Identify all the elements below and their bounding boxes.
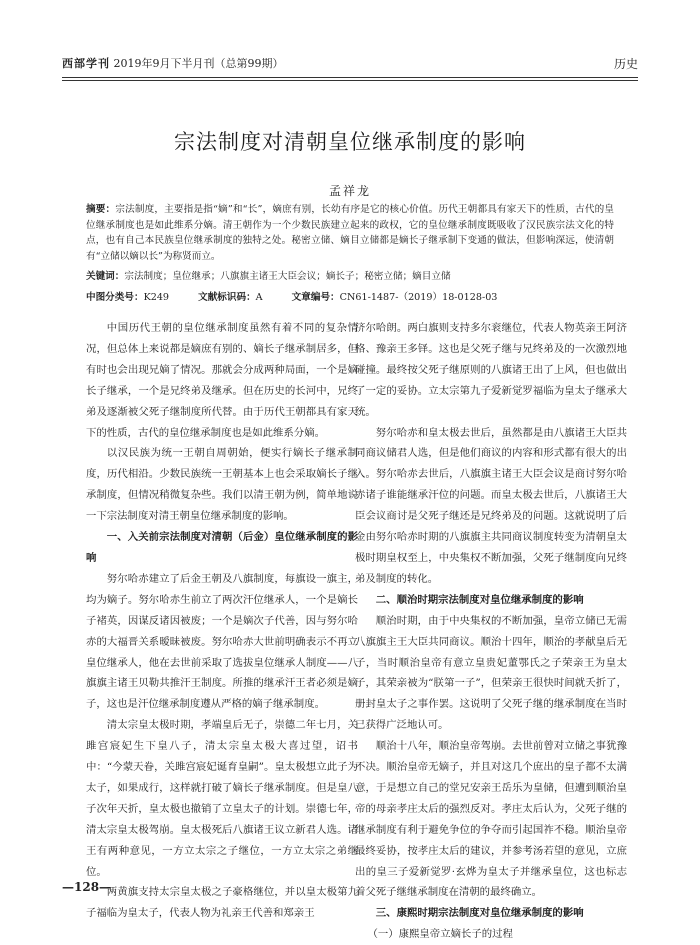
paragraph: 顺治十八年，顺治皇帝驾崩。去世前曾对立储之事犹豫不决。顺治皇帝无嫡子，并且对这几个庶出的皇子都不太满意，于是想立自己的堂兄安亲王岳乐为皇储，但遭到顺治皇帝的母亲孝庄太后的强烈反对。孝庄太后认为，父死子继的继承制度有利于避免争位的争夺而引起国祚不稳。顺治皇帝最终妥协，按孝庄太后的建议，并参考汤若望的意见，立庶出的皇三子爱新觉罗·玄烨为皇太子并继承皇位，这也标志着父死子继继承制度在清朝的最终确立。 bbox=[355, 740, 627, 899]
paragraph: 努尔哈赤建立了后金王朝及八旗制度，每旗设一旗主，均为嫡子。努尔哈赤生前立了两次汗位继承人，一个是嫡长子褚英，因谋反诸因被废；一个是嫡次子代善，因与努尔哈赤的大福晋关系暧昧被废。努尔哈赤大世前明确表示不再立皇位继承人，他在去世前采取了选拔皇位继承人制度——八旗旗主诸王贝勒共推汗王制度。所推的继承汗王者必须是嫡子，这也是汗位继承制度遵从严格的嫡子继承制度。 bbox=[86, 572, 358, 711]
paragraph: 顺治时期，由于中央集权的不断加强，皇帝立储已无需八旗旗主王大臣共同商议。顺治十四年，顺治的孝献皇后无子，当时顺治皇帝有意立皇贵妃董鄂氏之子荣亲王为皇太子，其荣亲被为“朕第一子”，但荣亲王很快时间就夭折了，册封皇太子之事作罢。这说明了父死子继的继承制度在当时已获得广泛地认可。 bbox=[355, 614, 627, 732]
article-meta bbox=[86, 289, 614, 303]
journal-issue bbox=[62, 55, 284, 71]
running-header bbox=[62, 53, 638, 73]
clc-value: K249 bbox=[143, 292, 170, 303]
paragraph: 努尔哈赤和皇太极去世后，虽然都是由八旗诸王大臣共同商议储君人选，但是他们商议的内容和形式都有很大的出入。努尔哈赤去世后，八旗旗主诸王大臣会议是商讨努尔哈赤诸子谁能继承汗位的问题。而皇太极去世后，八旗诸王大臣会议商讨是父死子继还是兄终弟及的问题。这就说明了后金由努尔哈赤时期的八旗旗主共同商议制度转变为清朝皇太极时期皇权至上，中央集权不断加强，父死子继制度向兄终弟及制度的转化。 bbox=[355, 426, 627, 585]
paragraph: 以汉民族为统一王朝自周朝始，便实行嫡长子继承制度，历代相沿。少数民族统一王朝基本上也会采取嫡长子继承制度，但情况稍微复杂些。我们以清王朝为例，简单地说一下宗法制度对清王朝皇位继承制度的影响。 bbox=[86, 447, 358, 523]
header-rule-top bbox=[62, 77, 638, 78]
article-title: 宗法制度对清朝皇位继承制度的影响 bbox=[174, 130, 526, 154]
keywords-label: 关键词： bbox=[86, 271, 125, 282]
article-no-value: CN61-1487-（2019）18-0128-03 bbox=[339, 292, 498, 303]
abstract bbox=[86, 202, 614, 264]
section-heading-2: 二、顺治时期宗法制度对皇位继承制度的影响 bbox=[375, 593, 584, 606]
issue-info: 2019年9月下半月刊（总第99期） bbox=[113, 57, 284, 70]
clc-label: 中图分类号： bbox=[86, 292, 144, 303]
doc-value: A bbox=[255, 292, 263, 303]
keywords-text: 宗法制度；皇位继承；八旗旗主诸王大臣会议；嫡长子；秘密立储；嫡目立储 bbox=[124, 271, 451, 282]
journal-name: 西部学刊 bbox=[62, 57, 110, 70]
article-no-label: 文章编号： bbox=[291, 292, 340, 303]
abstract-label: 摘要： bbox=[86, 204, 116, 215]
abstract-text: 宗法制度，主要指是指“嫡”和“长”，嫡庶有别，长幼有序是它的核心价值。历代王朝都具有家天下的性质，古代的皇位继承制度也是如此维系分嫡。清王朝作为一个少数民族建立起来的政权，它的皇位继承制度既吸收了汉民族宗法文化的特点，也有自己本民族皇位继承制度的独特之处。秘密立储、嫡目立储都是嫡长子继承制下变通的做法，但影响深远，使清朝有“立储以嫡以长”为称贤而立。 bbox=[86, 204, 615, 262]
page-number: —128— bbox=[62, 880, 112, 894]
subsection-heading: （一）康熙皇帝立嫡长子的过程 bbox=[367, 928, 513, 941]
doc-label: 文献标识码： bbox=[198, 292, 256, 303]
section-name: 历史 bbox=[613, 57, 638, 71]
paragraph: 清太宗皇太极时期，孝端皇后无子，崇德二年七月，关雎宫宸妃生下皇八子，清太宗皇太极大喜过望，诏书中：“今蒙天眷，关雎宫宸妃诞育皇嗣”。皇太极想立此子为太子，如果成行，这样就打破了嫡长子继承制度。但是皇八子次年天折，皇太极也撤销了立皇太子的计划。崇德七年，清太宗皇太极驾崩。皇太极死后八旗诸王议立新君人选。诸王有两种意见，一方立太宗之子继位，一方立太宗之弟继位。 bbox=[86, 719, 358, 878]
paragraph: 中国历代王朝的皇位继承制度虽然有着不同的复杂情况，但总体上来说都是嫡庶有别的、嫡长子继承制居多，但有时也会出现兄嫡了情况。那就会分成两种局面，一个是嫡长子继承，一个是兄终弟及继承。但在历史的长河中，兄终弟及逐渐被父死子继制度所代替。由于历代王朝都具有家天下的性质，古代的皇位继承制度也是如此维系分嫡。 bbox=[86, 322, 358, 439]
section-heading-3: 三、康熙时期宗法制度对皇位继承制度的影响 bbox=[375, 907, 584, 920]
paragraph: 两黄旗支持太宗皇太极之子豪格继位，并以皇太极第九子福临为皇太子，代表人物为礼亲王代善和郑亲王 bbox=[86, 886, 358, 920]
keywords bbox=[86, 269, 614, 284]
article-author: 孟祥龙 bbox=[328, 184, 371, 198]
right-column bbox=[355, 318, 627, 945]
paragraph: 济尔哈朗。两白旗则支持多尔衮继位，代表人物英亲王阿济格、豫亲王多铎。这也是父死子继与兄终弟及的一次激烈地碰撞。最终按父死子继原则的八旗诸王出了上风，但也做出了一定的妥协。立太宗第九子爱新觉罗福临为皇太子继承大统。 bbox=[355, 322, 627, 418]
header-rule-bottom bbox=[62, 80, 638, 81]
section-heading-1: 一、入关前宗法制度对清朝（后金）皇位继承制度的影响 bbox=[86, 531, 358, 564]
left-column bbox=[86, 318, 358, 924]
